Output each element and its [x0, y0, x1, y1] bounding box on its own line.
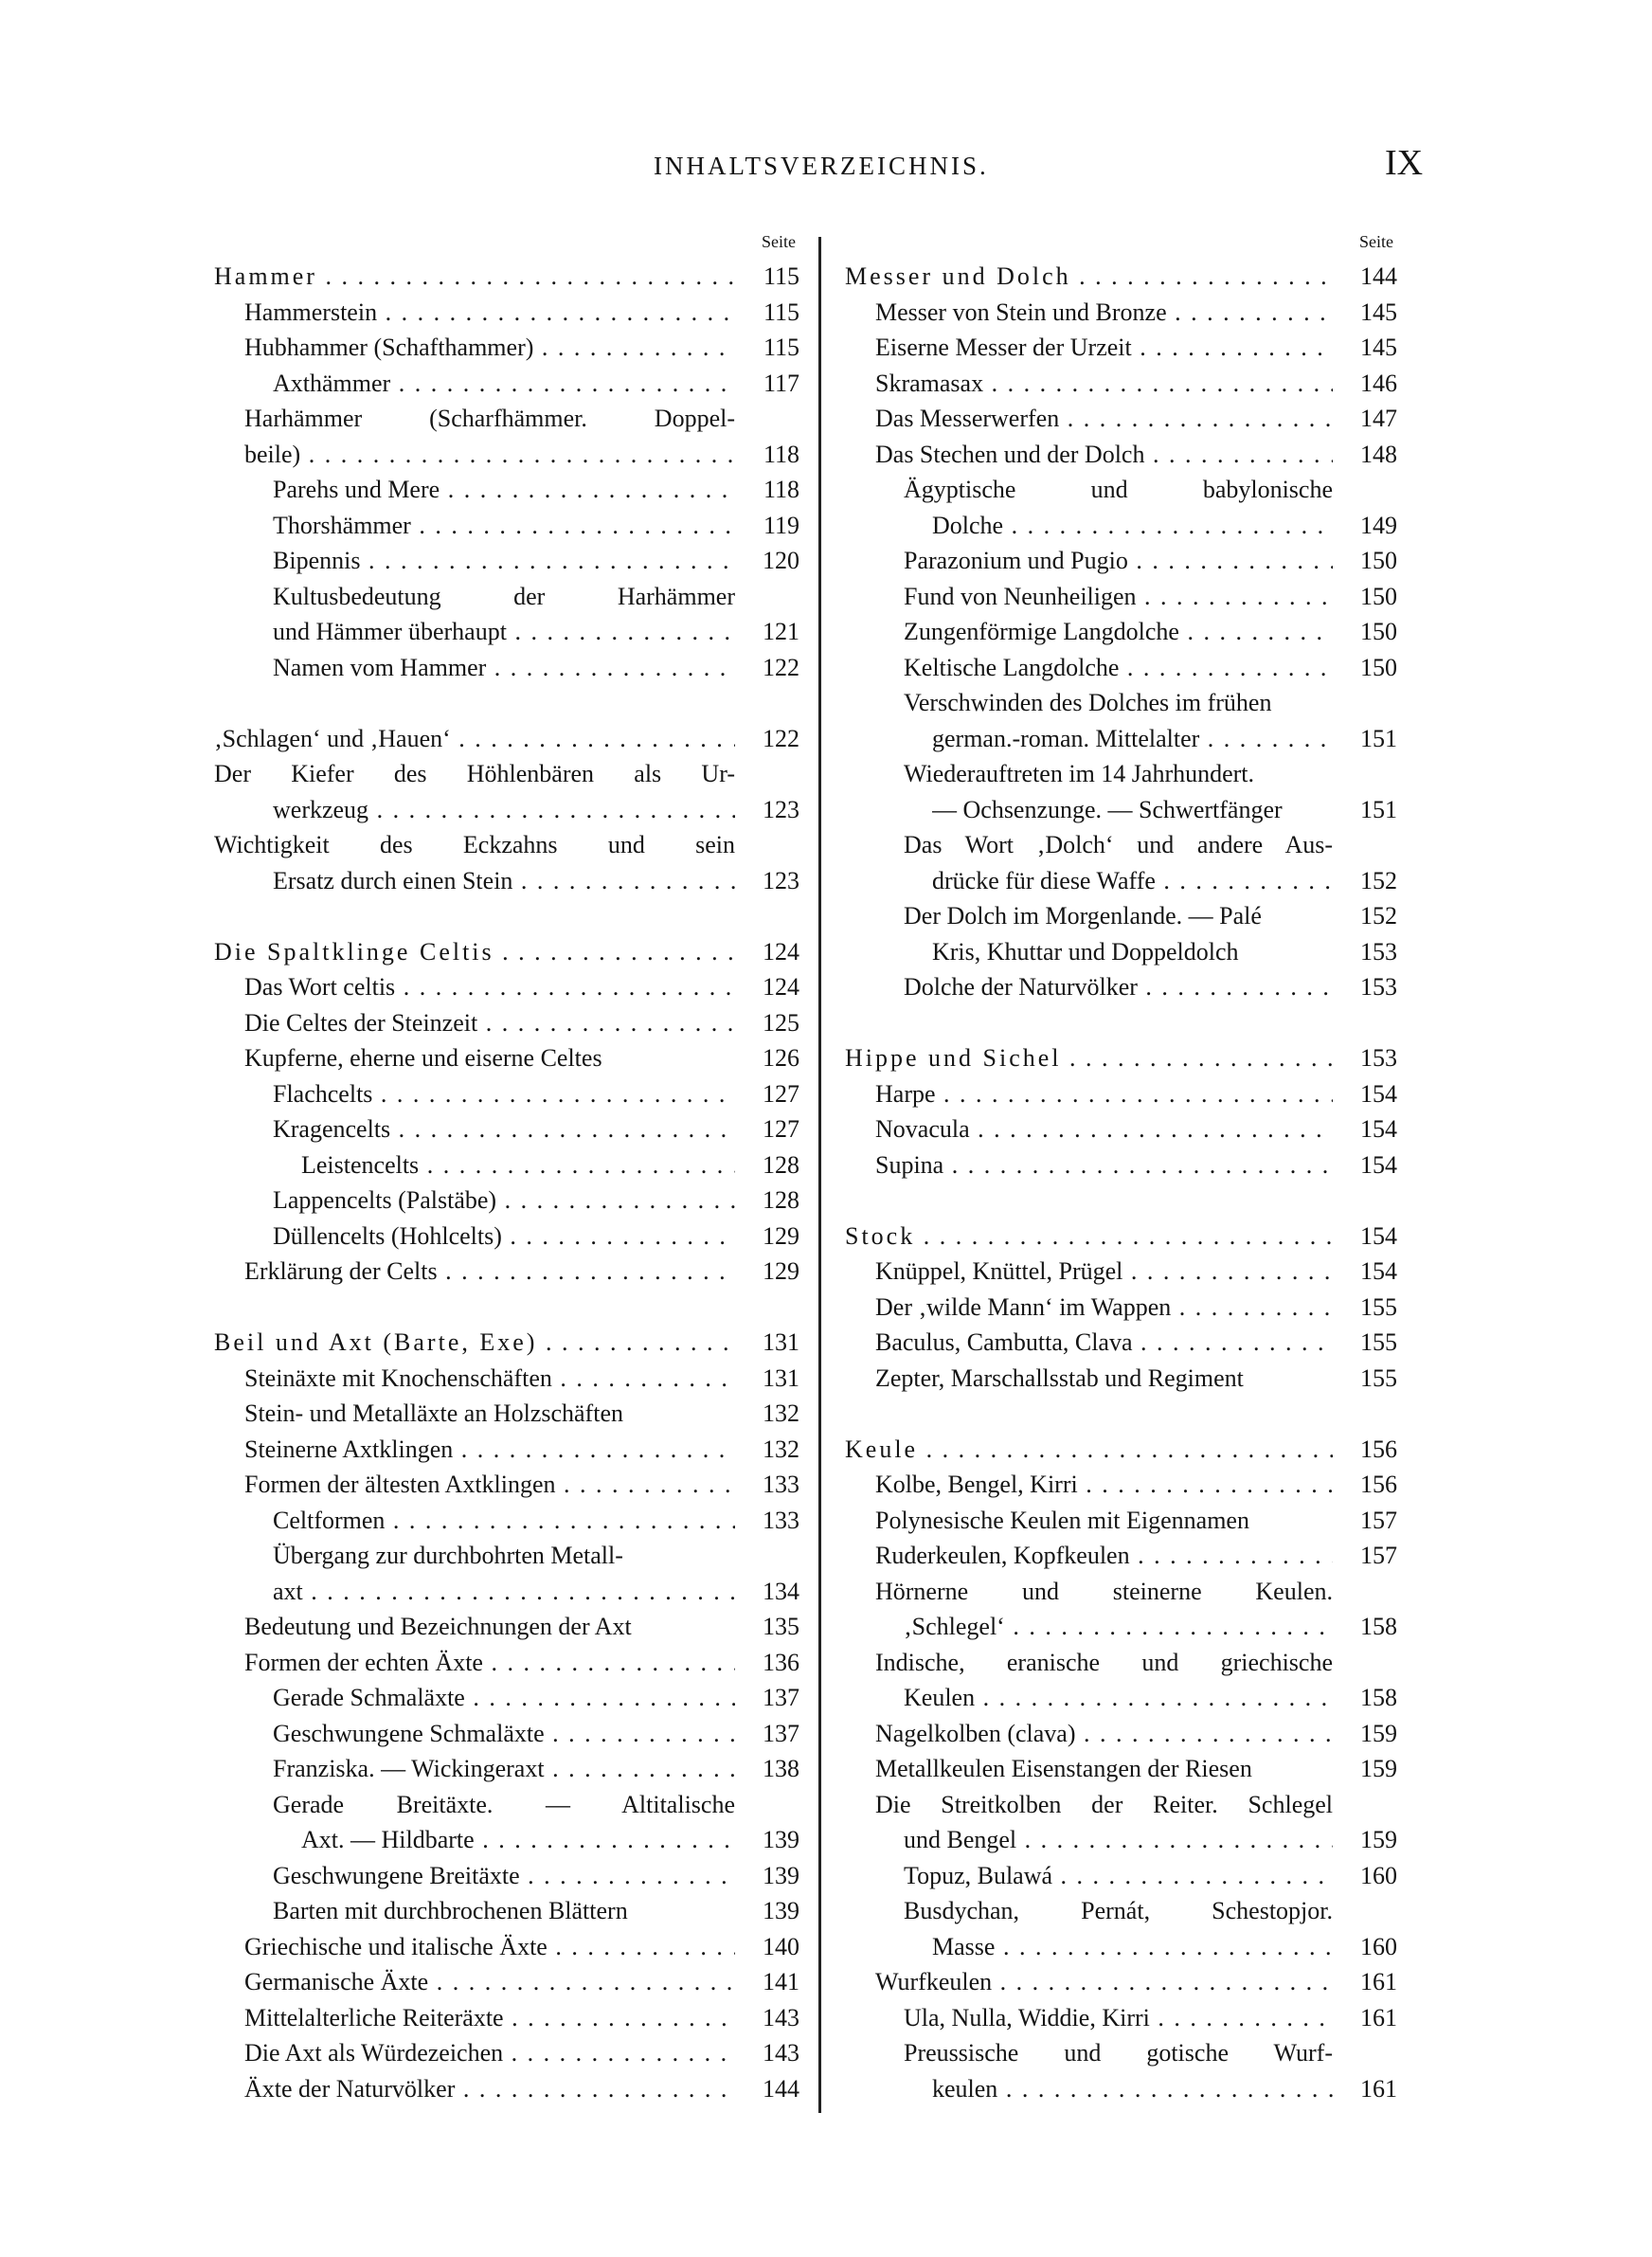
page-number: IX [1385, 143, 1424, 183]
toc-entry-title: Fund von Neunheiligen . . . [904, 579, 1333, 615]
toc-entry-page: 160 [1360, 1932, 1397, 1960]
toc-entry [845, 650, 1397, 686]
toc-entry-page: 159 [1360, 1719, 1397, 1747]
toc-entry-page: 127 [763, 1115, 799, 1143]
toc-entry [214, 1964, 799, 2000]
toc-entry [845, 1680, 1397, 1716]
toc-entry-page: 118 [763, 440, 799, 468]
toc-entry-title: Die Celtes der Steinzeit . . . [244, 1005, 735, 1041]
toc-entry [214, 614, 799, 650]
toc-entry-title: Kupferne, eherne und eiserne Celtes [244, 1044, 602, 1072]
toc-entry-page: 133 [763, 1506, 799, 1534]
toc-entry [214, 969, 799, 1005]
toc-entry-page: 155 [1360, 1328, 1397, 1356]
toc-entry [845, 437, 1397, 473]
toc-entry [214, 579, 799, 615]
toc-entry-title: Formen der echten Äxte . . . [244, 1645, 735, 1681]
toc-entry [214, 1858, 799, 1894]
toc-entry-title: Franziska. — Wickingeraxt . . . [273, 1751, 735, 1787]
toc-section-heading [845, 259, 1397, 295]
toc-entry [845, 1290, 1397, 1326]
toc-entry-title: Verschwinden des Dolches im frühen [904, 689, 1272, 716]
toc-entry-page: 127 [763, 1079, 799, 1108]
toc-entry-page: 149 [1360, 511, 1397, 539]
toc-entry-page: 158 [1360, 1613, 1397, 1640]
toc-entry [845, 1503, 1397, 1539]
toc-entry [214, 1254, 799, 1290]
toc-rows-right [845, 259, 1397, 2106]
toc-entry-page: 115 [763, 262, 799, 290]
toc-entry [845, 1254, 1397, 1290]
toc-entry-page: 154 [1360, 1221, 1397, 1250]
toc-entry-title: Leistencelts . . . [301, 1147, 735, 1183]
toc-entry-page: 134 [763, 1577, 799, 1605]
toc-entry [214, 1822, 799, 1858]
toc-entry [214, 792, 799, 828]
toc-entry-title: Hammer . . . [214, 259, 735, 295]
toc-entry-page: 158 [1360, 1684, 1397, 1711]
toc-entry-title: Äxte der Naturvölker . . . [244, 2071, 735, 2107]
toc-entry-title: Hippe und Sichel . . . [845, 1040, 1333, 1076]
toc-entry-title: werkzeug . . . [273, 792, 735, 828]
seite-label-right: Seite [1359, 232, 1393, 251]
toc-section-heading [214, 259, 799, 295]
toc-entry-title: Metallkeulen Eisenstangen der Riesen [875, 1755, 1252, 1782]
toc-section-heading [214, 934, 799, 970]
toc-entry-title: Keltische Langdolche . . . [904, 650, 1333, 686]
toc-entry-title: Hubhammer (Schafthammer) . . . [244, 330, 735, 366]
toc-entry [845, 721, 1397, 757]
toc-entry-title: Mittelalterliche Reiteräxte . . . [244, 2000, 735, 2036]
toc-entry-title: beile) . . . [244, 437, 735, 473]
toc-section-heading [214, 1325, 799, 1361]
toc-entry-page: 145 [1360, 334, 1397, 361]
toc-entry-title: Der ‚wilde Mann‘ im Wappen . . . [875, 1290, 1333, 1326]
toc-entry-page: 151 [1360, 724, 1397, 752]
toc-entry-title: Lappencelts (Palstäbe) . . . [273, 1183, 735, 1219]
toc-entry-page: 139 [763, 1897, 799, 1924]
section-gap [214, 898, 799, 934]
toc-entry [845, 1787, 1397, 1823]
toc-entry-title: Die Spaltklinge Celtis . . . [214, 934, 735, 970]
toc-entry-title: Steinäxte mit Knochenschäften . . . [244, 1361, 735, 1397]
toc-entry-title: Harpe . . . [875, 1076, 1333, 1112]
toc-entry-page: 136 [763, 1648, 799, 1676]
toc-entry-title: Parazonium und Pugio . . . [904, 543, 1333, 579]
toc-entry [845, 756, 1397, 792]
toc-rows-left [214, 259, 799, 2106]
toc-entry [845, 1076, 1397, 1112]
toc-entry [214, 1005, 799, 1041]
toc-entry [845, 366, 1397, 402]
toc-entry-title: Ägyptische und babylonische [904, 476, 1333, 503]
toc-entry-title: — Ochsenzunge. — Schwertfänger [932, 795, 1283, 823]
toc-entry-page: 123 [763, 866, 799, 894]
toc-entry-title: Dolche . . . [932, 508, 1333, 544]
toc-entry [845, 1751, 1397, 1787]
toc-entry-title: Barten mit durchbrochenen Blättern [273, 1897, 628, 1924]
toc-entry-title: Keulen . . . [904, 1680, 1333, 1716]
toc-entry-page: 144 [763, 2074, 799, 2103]
toc-entry-title: Hammerstein . . . [244, 295, 735, 331]
toc-entry-title: Kultusbedeutung der Harhämmer [273, 582, 735, 610]
toc-entry [845, 1361, 1397, 1397]
section-gap [845, 1005, 1397, 1041]
toc-entry [845, 1929, 1397, 1965]
toc-entry-page: 154 [1360, 1115, 1397, 1143]
toc-entry [214, 1396, 799, 1432]
toc-entry-title: Namen vom Hammer . . . [273, 650, 735, 686]
toc-entry-title: Busdychan, Pernát, Schestopjor. [904, 1897, 1333, 1924]
toc-entry-page: 135 [763, 1613, 799, 1640]
toc-entry-title: axt . . . [273, 1574, 735, 1610]
toc-entry-page: 144 [1360, 262, 1397, 290]
toc-entry [214, 863, 799, 899]
toc-entry-page: 157 [1360, 1542, 1397, 1569]
toc-entry [845, 1893, 1397, 1929]
toc-entry-page: 143 [763, 2003, 799, 2031]
toc-entry-title: Erklärung der Celts . . . [244, 1254, 735, 1290]
toc-entry [845, 1574, 1397, 1610]
toc-entry-title: Gerade Schmaläxte . . . [273, 1680, 735, 1716]
toc-entry [845, 401, 1397, 437]
toc-entry [214, 1538, 799, 1574]
toc-entry-page: 122 [763, 653, 799, 681]
toc-entry-page: 153 [1360, 1044, 1397, 1072]
toc-entry-title: Masse . . . [932, 1929, 1333, 1965]
section-gap [214, 685, 799, 721]
toc-entry-page: 139 [763, 1861, 799, 1889]
toc-entry-page: 141 [763, 1968, 799, 1995]
toc-entry [845, 295, 1397, 331]
toc-entry [845, 1111, 1397, 1147]
toc-entry-page: 156 [1360, 1435, 1397, 1463]
toc-entry [214, 295, 799, 331]
toc-entry-title: Celtformen . . . [273, 1503, 735, 1539]
toc-entry [845, 2000, 1397, 2036]
toc-entry [845, 1609, 1397, 1645]
toc-entry-page: 121 [763, 618, 799, 645]
toc-entry [214, 2000, 799, 2036]
toc-entry [214, 1680, 799, 1716]
toc-entry-title: Topuz, Bulawá . . . [904, 1858, 1333, 1894]
toc-entry-title: Stein- und Metalläxte an Holzschäften [244, 1399, 623, 1427]
toc-entry-title: Bipennis . . . [273, 543, 735, 579]
toc-entry-page: 151 [1360, 795, 1397, 823]
toc-entry-title: Die Streitkolben der Reiter. Schlegel [875, 1790, 1333, 1818]
toc-entry [845, 1467, 1397, 1503]
toc-entry-page: 159 [1360, 1826, 1397, 1853]
toc-entry-page: 152 [1360, 902, 1397, 930]
toc-entry-page: 132 [763, 1399, 799, 1427]
toc-entry [845, 792, 1397, 828]
toc-column-left [214, 232, 799, 2106]
toc-entry-title: Preussische und gotische Wurf- [904, 2039, 1333, 2067]
toc-entry-title: Kolbe, Bengel, Kirri . . . [875, 1467, 1333, 1503]
toc-entry-title: Wurfkeulen . . . [875, 1964, 1333, 2000]
toc-entry-title: keulen . . . [932, 2071, 1333, 2107]
toc-column-right [845, 232, 1397, 2106]
toc-entry-page: 145 [1360, 298, 1397, 326]
toc-entry-page: 161 [1360, 1968, 1397, 1995]
toc-entry-title: Ersatz durch einen Stein . . . [273, 863, 735, 899]
toc-entry-page: 131 [763, 1328, 799, 1356]
toc-entry-title: Beil und Axt (Barte, Exe) . . . [214, 1325, 735, 1361]
toc-entry-title: Messer und Dolch . . . [845, 259, 1333, 295]
toc-entry-page: 161 [1360, 2074, 1397, 2103]
toc-entry-page: 153 [1360, 973, 1397, 1001]
toc-entry-title: drücke für diese Waffe . . . [932, 863, 1333, 899]
toc-entry-title: Stock . . . [845, 1219, 1333, 1255]
toc-entry-title: Gerade Breitäxte. — Altitalische [273, 1790, 735, 1818]
toc-entry-page: 124 [763, 937, 799, 966]
toc-entry [214, 1219, 799, 1255]
toc-entry-title: Das Stechen und der Dolch . . . [875, 437, 1333, 473]
toc-entry [214, 827, 799, 863]
toc-entry-title: Wiederauftreten im 14 Jahrhundert. [904, 760, 1255, 787]
toc-entry [214, 401, 799, 437]
toc-entry-title: Düllencelts (Hohlcelts) . . . [273, 1219, 735, 1255]
toc-entry-page: 156 [1360, 1471, 1397, 1498]
toc-entry [845, 898, 1397, 934]
toc-entry-title: Zungenförmige Langdolche . . . [904, 614, 1333, 650]
toc-entry-title: Messer von Stein und Bronze . . . [875, 295, 1333, 331]
toc-entry-page: 161 [1360, 2003, 1397, 2031]
toc-entry-title: Axt. — Hildbarte . . . [301, 1822, 735, 1858]
toc-entry-title: Das Wort celtis . . . [244, 969, 735, 1005]
toc-entry [845, 934, 1397, 970]
toc-entry [214, 1716, 799, 1752]
toc-entry-page: 150 [1360, 582, 1397, 610]
toc-entry-title: Thorshämmer . . . [273, 508, 735, 544]
toc-entry-title: Steinerne Axtklingen . . . [244, 1432, 735, 1468]
toc-entry-title: Kris, Khuttar und Doppeldolch [932, 937, 1239, 966]
toc-entry-title: Nagelkolben (clava) . . . [875, 1716, 1333, 1752]
toc-entry [845, 1538, 1397, 1574]
toc-entry [845, 863, 1397, 899]
toc-entry-page: 133 [763, 1471, 799, 1498]
toc-entry-title: Griechische und italische Äxte . . . [244, 1929, 735, 1965]
toc-entry [214, 650, 799, 686]
toc-entry-page: 150 [1360, 618, 1397, 645]
toc-entry-title: Wichtigkeit des Eckzahns und sein [214, 831, 735, 858]
section-gap [845, 1396, 1397, 1432]
toc-entry-title: Zepter, Marschallsstab und Regiment [875, 1363, 1244, 1392]
toc-section-heading [845, 1219, 1397, 1255]
toc-entry [214, 2035, 799, 2071]
toc-entry-page: 124 [763, 973, 799, 1001]
toc-entry [214, 1147, 799, 1183]
toc-entry-title: Polynesische Keulen mit Eigennamen [875, 1506, 1249, 1534]
toc-entry-title: Ruderkeulen, Kopfkeulen . . . [875, 1538, 1333, 1574]
toc-entry-title: Baculus, Cambutta, Clava . . . [875, 1325, 1333, 1361]
toc-entry [214, 756, 799, 792]
toc-entry-title: Formen der ältesten Axtklingen . . . [244, 1467, 735, 1503]
section-gap [845, 1183, 1397, 1219]
toc-entry [845, 543, 1397, 579]
toc-entry [214, 508, 799, 544]
toc-entry-page: 137 [763, 1719, 799, 1747]
toc-entry-page: 128 [763, 1186, 799, 1214]
toc-entry [845, 1822, 1397, 1858]
toc-entry-page: 122 [763, 724, 799, 752]
toc-entry-title: Die Axt als Würdezeichen . . . [244, 2035, 735, 2071]
toc-entry-page: 160 [1360, 1861, 1397, 1889]
toc-entry-title: german.-roman. Mittelalter . . . [932, 721, 1333, 757]
toc-entry-page: 138 [763, 1755, 799, 1782]
toc-entry [214, 1609, 799, 1645]
toc-entry-title: Das Messerwerfen . . . [875, 401, 1333, 437]
toc-entry [845, 1716, 1397, 1752]
toc-section-heading [845, 1040, 1397, 1076]
toc-entry-page: 155 [1360, 1292, 1397, 1321]
toc-section-heading [845, 1432, 1397, 1468]
toc-entry-title: Das Wort ‚Dolch‘ und andere Aus- [904, 831, 1333, 858]
toc-entry [845, 685, 1397, 721]
toc-entry-title: Dolche der Naturvölker . . . [904, 969, 1333, 1005]
toc-entry-title: Novacula . . . [875, 1111, 1333, 1147]
toc-entry-title: Kragencelts . . . [273, 1111, 735, 1147]
toc-entry-title: Harhämmer (Scharfhämmer. Doppel- [244, 405, 735, 432]
toc-entry-title: Hörnerne und steinerne Keulen. [875, 1577, 1333, 1605]
toc-entry-page: 120 [763, 547, 799, 574]
toc-entry [214, 366, 799, 402]
toc-entry-title: Skramasax . . . [875, 366, 1333, 402]
toc-entry [214, 1467, 799, 1503]
toc-entry-page: 154 [1360, 1257, 1397, 1285]
toc-entry-title: und Hämmer überhaupt . . . [273, 614, 735, 650]
toc-entry [845, 1325, 1397, 1361]
toc-entry-page: 150 [1360, 653, 1397, 681]
toc-entry-page: 119 [763, 511, 799, 539]
toc-entry-title: Ula, Nulla, Widdie, Kirri . . . [904, 2000, 1333, 2036]
toc-entry-page: 150 [1360, 547, 1397, 574]
toc-entry-title: Eiserne Messer der Urzeit . . . [875, 330, 1333, 366]
toc-entry [214, 1751, 799, 1787]
toc-entry [845, 579, 1397, 615]
toc-entry-title: Der Kiefer des Höhlenbären als Ur- [214, 760, 735, 787]
column-divider [818, 237, 821, 2113]
toc-entry [845, 1147, 1397, 1183]
toc-entry-title: Supina . . . [875, 1147, 1333, 1183]
toc-entry-title: ‚Schlegel‘ . . . [904, 1609, 1333, 1645]
toc-entry [214, 1893, 799, 1929]
toc-entry-title: Bedeutung und Bezeichnungen der Axt [244, 1613, 632, 1640]
toc-entry-page: 148 [1360, 440, 1397, 468]
toc-entry-page: 154 [1360, 1150, 1397, 1179]
toc-entry-page: 115 [763, 334, 799, 361]
running-header-title: INHALTSVERZEICHNIS. [654, 152, 989, 180]
toc-entry-page: 154 [1360, 1079, 1397, 1108]
toc-entry-title: Geschwungene Schmaläxte . . . [273, 1716, 735, 1752]
toc-entry-title: Flachcelts . . . [273, 1076, 735, 1112]
toc-entry [845, 1645, 1397, 1681]
toc-entry [214, 1645, 799, 1681]
toc-entry-title: Keule . . . [845, 1432, 1333, 1468]
toc-entry [214, 1076, 799, 1112]
toc-entry-title: Übergang zur durchbohrten Metall- [273, 1542, 623, 1569]
toc-entry-page: 123 [763, 795, 799, 823]
toc-entry [845, 1858, 1397, 1894]
toc-entry-page: 126 [763, 1044, 799, 1072]
toc-entry-page: 143 [763, 2039, 799, 2067]
toc-entry [214, 437, 799, 473]
toc-entry-page: 139 [763, 1826, 799, 1853]
toc-entry-page: 147 [1360, 405, 1397, 432]
toc-entry-title: Indische, eranische und griechische [875, 1648, 1333, 1676]
toc-entry-page: 146 [1360, 369, 1397, 397]
toc-entry-title: ‚Schlagen‘ und ‚Hauen‘ . . . [214, 721, 735, 757]
toc-entry-page: 155 [1360, 1363, 1397, 1392]
toc-entry [214, 1111, 799, 1147]
toc-entry [845, 827, 1397, 863]
toc-entry-page: 159 [1360, 1755, 1397, 1782]
toc-entry-title: Axthämmer . . . [273, 366, 735, 402]
toc-entry [214, 330, 799, 366]
toc-entry-page: 137 [763, 1684, 799, 1711]
toc-entry-page: 129 [763, 1257, 799, 1285]
toc-entry-title: Der Dolch im Morgenlande. — Palé [904, 902, 1262, 930]
toc-entry [214, 1040, 799, 1076]
toc-entry-title: Knüppel, Knüttel, Prügel . . . [875, 1254, 1333, 1290]
toc-entry [214, 543, 799, 579]
toc-entry-page: 125 [763, 1008, 799, 1037]
toc-entry [214, 1183, 799, 1219]
toc-entry [214, 1929, 799, 1965]
toc-entry [845, 2035, 1397, 2071]
toc-entry-page: 132 [763, 1435, 799, 1463]
toc-entry [845, 508, 1397, 544]
toc-entry-page: 152 [1360, 866, 1397, 894]
toc-entry-page: 129 [763, 1221, 799, 1250]
toc-entry [214, 472, 799, 508]
toc-entry [845, 472, 1397, 508]
toc-entry [214, 1361, 799, 1397]
section-gap [214, 1290, 799, 1326]
toc-entry-page: 131 [763, 1363, 799, 1392]
toc-entry-page: 115 [763, 298, 799, 326]
toc-entry-page: 153 [1360, 937, 1397, 966]
toc-entry [845, 330, 1397, 366]
toc-entry [214, 1574, 799, 1610]
toc-entry [845, 1964, 1397, 2000]
toc-entry-page: 140 [763, 1932, 799, 1960]
toc-entry-title: Parehs und Mere . . . [273, 472, 735, 508]
toc-entry [845, 614, 1397, 650]
toc-entry [214, 2071, 799, 2107]
toc-entry [214, 1787, 799, 1823]
toc-entry-page: 117 [763, 369, 799, 397]
toc-entry-title: Germanische Äxte . . . [244, 1964, 735, 2000]
toc-entry [845, 969, 1397, 1005]
toc-entry-title: und Bengel . . . [904, 1822, 1333, 1858]
toc-entry-page: 118 [763, 476, 799, 503]
toc-entry [214, 1432, 799, 1468]
toc-entry [845, 2071, 1397, 2107]
toc-entry-page: 157 [1360, 1506, 1397, 1534]
seite-label-left: Seite [762, 232, 796, 251]
toc-entry [214, 721, 799, 757]
toc-entry-page: 128 [763, 1150, 799, 1179]
toc-entry-title: Geschwungene Breitäxte . . . [273, 1858, 735, 1894]
toc-entry [214, 1503, 799, 1539]
